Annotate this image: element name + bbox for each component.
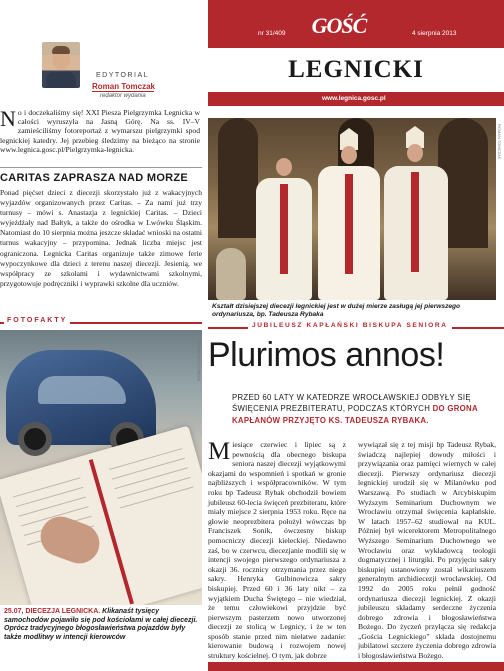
lead-highlight: DO GRONA KAPŁANÓW PRZYJĘTO KS. TADEUSZA RYBAKA. xyxy=(232,404,478,425)
article-dropcap: M xyxy=(208,438,231,465)
column-1-text: iesiące czerwiec i lipiec są z pewnością dla obecnego biskupa seniora naszej diecezji wyjątkowymi okazjami do wspomnień i spotkań w gronie najbliższych i współpracowników. W tym roku bp Tadeusz Rybak obchodził bowiem jubileusz 60-lecia święceń prezbiteratu, które miały miejsce 2 sierpnia 1953 roku. Ręce na głowie neoprezbitera położył wówczas bp Franciszek Sonik, ówczesny biskup pomocniczy diecezji kieleckiej. Niedawno zaś, bo w czerwcu, diecezjanie modlili się w intencji swojego pierwszego ordynariusza z okazji 36. rocznicy otrzymania przez niego sakry. Henryka Gulbinowicza sakry biskupiej. Przed 60 i 36 laty nikt – za wyjątkiem Ducha Świętego – nie wiedział, że temu człowiekowi przyjdzie być pierwszym pasterzem nowo utworzonej diecezji ze stolicą w Legnicy, i że w ten sposób stanie przed nim niełatwe zadanie: kierowanie budową i rozwojem nowej struktury kościelnej. O tym, jak dobrze xyxy=(208,440,346,661)
section-divider xyxy=(0,167,202,168)
fotofakty-header xyxy=(0,317,202,328)
issue-date: 4 sierpnia 2013 xyxy=(412,30,457,37)
article-lead xyxy=(232,392,494,426)
footer-bar xyxy=(208,662,504,671)
caption-text: Klikanaśt tysięcy samochodów pojawiło się pod kościołami w całej diecezji. Oprócz tradycyjnego błogosławieństwa pojazdów były także modlitwy w intencji kierowców xyxy=(4,608,198,641)
editorial-body: o i doczekaliśmy się! XXI Piesza Pielgrzymka Legnicka w całości wyruszyła na Jasną Górę. Na ss. IV–V zamieściliśmy fotoreportaż z wymarszu pielgrzymki spod legnickiej katedry. Jej przebieg śledzimy na bieżąco na stronie www.legnica.gosc.pl/Pielgrzymka-legnicka. xyxy=(0,108,200,154)
wheel-shape xyxy=(18,422,52,456)
fotofakty-label: FOTOFAKTY xyxy=(4,317,70,324)
gosc-logo: GOŚĆ xyxy=(311,13,367,38)
caption-lead: 25.07, DIECEZJA LEGNICKA. xyxy=(4,608,101,615)
masthead-url: www.legnica.gosc.pl xyxy=(322,95,386,102)
bishops-photo xyxy=(208,118,496,300)
main-photo-caption: Kształt dzisiejszej diecezji legnickiej jest w dużej mierze zasługą jej pierwszego ordynariusza, bp. Tadeusza Rybaka xyxy=(212,303,461,318)
avatar xyxy=(42,42,80,88)
photo-credit: ROMAN TOMCZAK (2) xyxy=(196,340,201,382)
masthead xyxy=(208,0,504,110)
article-column-2 xyxy=(358,440,496,671)
blessing-photo xyxy=(0,330,202,605)
caritas-heading: CARITAS ZAPRASZA NAD MORZE xyxy=(0,172,189,184)
kicker-label: JUBILEUSZ KAPŁAŃSKI BISKUPA SENIORA xyxy=(248,322,452,329)
editorial-dropcap: N xyxy=(0,106,16,131)
main-photo-credit: ROMAN TOMCZAK xyxy=(497,124,502,160)
editorial-text xyxy=(0,108,200,154)
article-kicker xyxy=(208,322,504,334)
editorial-author: Roman Tomczak xyxy=(92,82,155,91)
left-column xyxy=(0,0,204,671)
editorial-role: redaktor wydania xyxy=(100,93,146,99)
author-rule xyxy=(92,91,154,92)
column-2-text: wywiązał się z tej misji bp Tadeusz Rybak, świadczą najlepiej dowody miłości i przywiązania oraz pamięci wiernych w całej diecezji. Pierwszy ordynariusz diecezji legnickiej urodził się w Milanówku pod Warszawą. Po studiach w Arcybiskupim Wyższym Seminarium Duchownym we Wrocławiu otrzymał święcenia kapłańskie. W latach 1957–62 studiował na KUL. Później był wicerektorem Metropolitalnego Wyższego Seminarium Duchownego we Wrocławiu oraz wykładowcą teologii dogmatycznej i liturgiki. Po przyjęciu sakry biskupiej ustanowiony został wikariuszem generalnym archidiecezji wrocławskiej. Od 1992 do 2005 roku pełnił godność ordynariusza diecezji legnickiej. Z okazji jubileuszu składamy serdeczne życzenia dobrego zdrowia i błogosławieństwa Bożego. Do życzeń przyłącza się redakcja „Gościa Legnickiego” składa dostojnemu jubilatowi szczere życzenia dobrego zdrowia i błogosławieństwa Bożego. xyxy=(358,440,496,661)
lead-plain: PRZED 60 LATY W KATEDRZE WROCŁAWSKIEJ ODBYŁY SIĘ ŚWIĘCENIA PREZBITERATU, PODCZAS KTÓRYCH xyxy=(232,393,471,414)
masthead-title: LEGNICKI xyxy=(288,56,424,83)
issue-number: nr 31/409 xyxy=(258,30,286,37)
editorial-label: EDYTORIAL xyxy=(96,72,150,79)
fotofakty-caption xyxy=(4,608,202,642)
article-column-1 xyxy=(208,440,346,661)
caritas-text: Ponad pięćset dzieci z diecezji skorzystało już z wakacyjnych wyjazdów organizowanych przez Caritas. – Za nami już trzy turnusy – mówi s. Anastazja z legnickiej Caritas. – Dzieci wyjeżdżały nad Bałtyk, a także do ośrodka w Lwówku Śląskim. Natomiast do 10 sierpnia można jeszcze składać wnioski na ostatni turnus wakacyjny – przypomina. Jednak liczba miejsc jest ograniczona. Legnicka Caritas organizuje także zimowe ferie wypoczynkowe dla dzieci z terenu naszej diecezji. Jesienią, we współpracy ze szkołami i wydawnictwami szkolnymi, przygotowuje podręczniki i wyprawki szkolne dla uczniów. xyxy=(0,188,202,288)
article-headline: Plurimos annos! xyxy=(208,336,445,374)
